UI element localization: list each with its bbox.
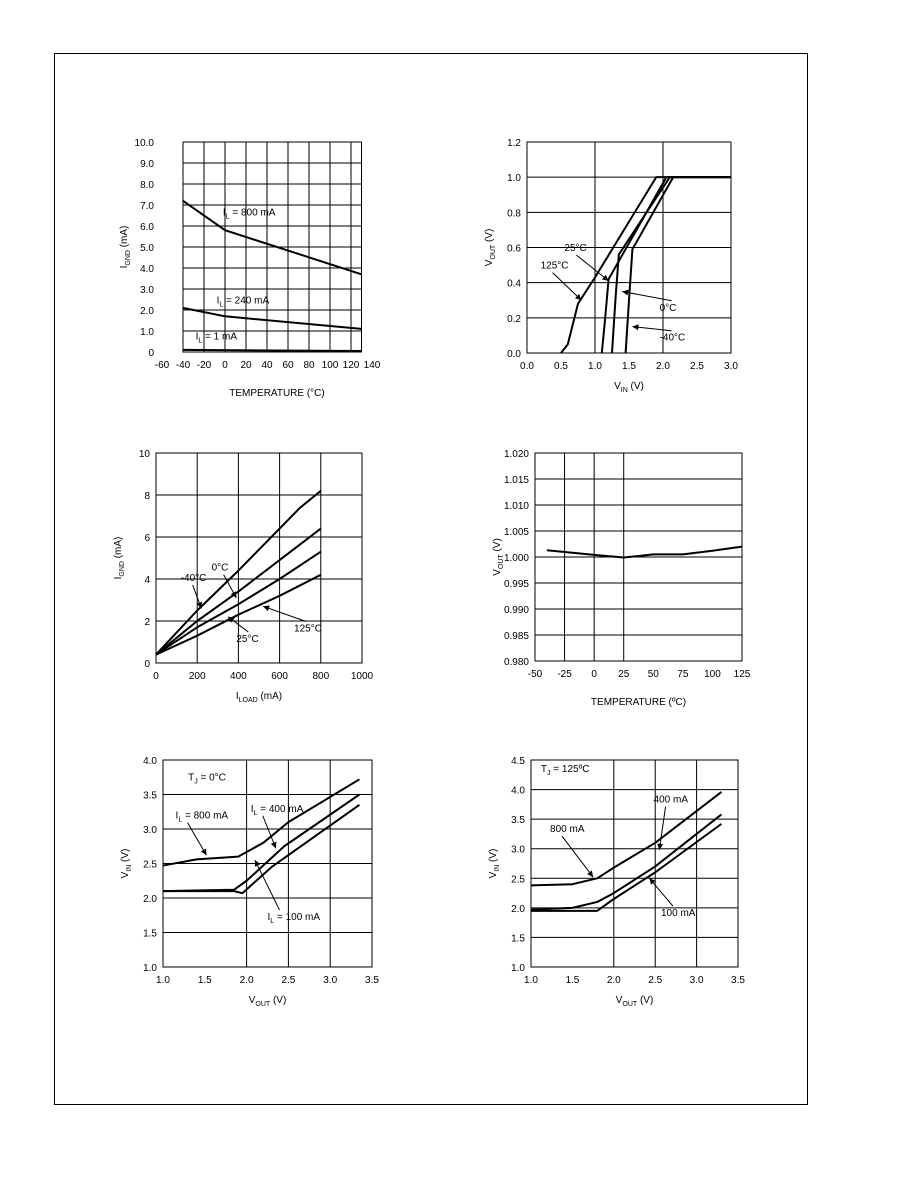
x-axis-label — [616, 995, 654, 1008]
x-tick-label: 1000 — [350, 671, 374, 682]
x-axis-label-part: V — [248, 995, 256, 1006]
chart-c3 — [113, 449, 374, 704]
y-tick-label: 4.0 — [511, 785, 525, 797]
x-tick-label: 1.5 — [565, 975, 580, 986]
annotation-arrow — [562, 836, 593, 877]
y-tick-label: 1.5 — [143, 928, 157, 940]
y-tick-label: 3.5 — [143, 790, 157, 802]
y-tick-label: 8 — [144, 491, 150, 502]
x-tick-label: -40 — [175, 360, 191, 371]
arrow-annotation-label: 800 mA — [550, 824, 585, 836]
y-tick-label: 0.985 — [503, 631, 529, 642]
x-tick-label: 60 — [282, 360, 294, 371]
x-tick-label: 400 — [230, 671, 247, 682]
y-tick-label: 3.0 — [140, 285, 154, 296]
y-tick-label: 1.005 — [503, 527, 529, 538]
y-tick-label: 1.5 — [511, 933, 525, 945]
y-axis-label-text — [492, 538, 505, 576]
y-tick-label: 3.5 — [511, 815, 525, 827]
condition-annotation-part: = 0°C — [197, 772, 226, 784]
x-tick-label: 1.5 — [622, 361, 636, 372]
y-axis-label — [113, 537, 126, 580]
x-tick-label: 1.0 — [524, 975, 538, 986]
y-tick-label: 1.010 — [503, 501, 529, 512]
y-tick-label: 0.2 — [507, 313, 521, 325]
y-tick-label: 4 — [144, 575, 150, 586]
series-line — [547, 547, 742, 558]
y-tick-label: 6.0 — [140, 222, 154, 233]
x-tick-label: 2.5 — [648, 975, 663, 986]
plot-area — [156, 453, 362, 663]
x-axis-label-part: V — [615, 995, 623, 1006]
y-axis-label-text-part: I — [113, 576, 124, 580]
y-tick-label: 5.0 — [140, 243, 154, 254]
y-tick-label: 1.0 — [143, 963, 157, 974]
y-axis-label-text-part: OUT — [498, 554, 505, 570]
x-axis-label-part: (V) — [270, 995, 287, 1006]
x-axis-label-part: OUT — [255, 1001, 271, 1008]
x-axis-label-part: (mA) — [257, 691, 283, 702]
y-tick-label: 1.0 — [511, 963, 525, 974]
y-axis-label-text-part: GND — [125, 250, 132, 266]
arrow-annotation-label: 0°C — [659, 302, 677, 314]
x-tick-label: 0.0 — [520, 361, 534, 372]
chart-c2 — [484, 138, 738, 394]
y-tick-label: 10.0 — [134, 138, 154, 149]
x-tick-label: 1.5 — [197, 975, 212, 986]
y-axis-label — [120, 849, 133, 879]
series-annotation-part: I — [195, 331, 199, 343]
arrow-annotation-label-part: = 800 mA — [182, 810, 229, 822]
x-tick-label: 140 — [363, 360, 381, 371]
y-tick-label: 1.0 — [140, 327, 154, 338]
y-axis-label-text — [484, 229, 497, 267]
y-axis-label-text-part: V — [120, 871, 131, 879]
x-tick-label: 2.5 — [281, 975, 296, 986]
x-tick-label: 75 — [677, 669, 689, 680]
x-tick-label: 40 — [261, 360, 273, 371]
y-tick-label: 0.995 — [503, 579, 529, 590]
series-line — [612, 177, 731, 353]
arrow-annotation-label-part: L — [178, 816, 183, 824]
x-axis-label-part: I — [235, 691, 239, 702]
x-tick-label: -20 — [196, 360, 212, 371]
arrow-annotation-label-part: L — [253, 809, 258, 817]
y-axis-label-text-part: (mA) — [119, 225, 130, 251]
arrow-annotation-label-part: I — [250, 803, 254, 815]
y-tick-label: 0.990 — [503, 605, 529, 616]
x-tick-label: 3.5 — [731, 975, 745, 986]
x-tick-label: 25 — [618, 669, 630, 680]
y-axis-label — [488, 849, 501, 879]
y-tick-label: 3.0 — [511, 844, 525, 856]
y-axis-label — [484, 229, 497, 267]
chart-c1 — [119, 138, 381, 399]
y-axis-label-text-part: (mA) — [113, 536, 124, 562]
y-axis-label-text — [120, 849, 133, 879]
x-axis-label: TEMPERATURE (°C) — [229, 388, 325, 399]
x-tick-label: 0 — [591, 669, 597, 680]
y-tick-label: 0.6 — [507, 243, 521, 255]
y-tick-label: 7.0 — [140, 201, 154, 212]
y-tick-label: 1.000 — [503, 553, 529, 564]
y-axis-label-text-part: V — [484, 259, 495, 267]
y-tick-label: 4.0 — [143, 756, 157, 767]
x-tick-label: 600 — [271, 671, 288, 682]
y-tick-label: 0.980 — [503, 657, 529, 668]
chart-c4 — [492, 449, 751, 708]
condition-annotation-part: J — [547, 769, 551, 777]
y-tick-label: 9.0 — [140, 159, 154, 170]
y-axis-label-text-part: (V) — [120, 848, 131, 865]
series-annotation-part: = 800 mA — [229, 207, 276, 219]
y-tick-label: 0.0 — [507, 349, 521, 360]
y-tick-label: 3.0 — [143, 825, 157, 836]
x-tick-label: 0 — [153, 671, 159, 682]
annotation-arrowhead — [622, 290, 628, 296]
series-annotation-part: L — [198, 337, 203, 345]
annotation-arrowhead — [602, 275, 609, 281]
x-tick-label: 2.0 — [239, 975, 254, 986]
x-tick-label: 80 — [303, 360, 315, 371]
arrow-annotation-label — [251, 804, 304, 817]
series-annotation-part: L — [225, 213, 230, 221]
x-tick-label: 0.5 — [554, 361, 568, 372]
x-axis-label-part: IN — [620, 387, 628, 394]
y-tick-label: 4.0 — [140, 264, 154, 275]
condition-annotation — [188, 773, 226, 786]
series-annotation-part: L — [219, 301, 224, 309]
y-axis-label-text — [113, 537, 126, 580]
annotation-arrow — [576, 255, 608, 281]
y-axis-label-text-part: (V) — [488, 848, 499, 865]
x-tick-label: 50 — [647, 669, 659, 680]
arrow-annotation-label: 125°C — [294, 623, 322, 635]
y-tick-label: 2.0 — [140, 306, 154, 317]
arrow-annotation-label: 100 mA — [660, 908, 696, 920]
series-annotation-part: I — [222, 207, 226, 219]
condition-annotation — [541, 764, 590, 777]
arrow-annotation-label — [176, 811, 229, 824]
y-tick-label: 2.5 — [143, 859, 157, 871]
annotation-arrowhead — [632, 324, 638, 330]
arrow-annotation-label: -40°C — [180, 573, 207, 585]
arrow-annotation-label: -40°C — [659, 332, 686, 344]
x-tick-label: 100 — [321, 360, 339, 371]
y-axis-label-text-part: (V) — [484, 228, 495, 245]
y-tick-label: 4.5 — [511, 756, 525, 767]
y-axis-label-text-part: V — [492, 569, 503, 576]
series-annotation-part: I — [216, 295, 220, 307]
series-annotation-part: = 1 mA — [202, 331, 238, 343]
x-axis-label — [249, 995, 287, 1008]
x-axis-label-part: LOAD — [238, 697, 258, 704]
y-axis-label-text-part: GND — [119, 561, 126, 577]
y-tick-label: 1.015 — [503, 475, 529, 486]
arrow-annotation-label: 25°C — [236, 634, 259, 645]
y-axis-label-text-part: OUT — [490, 244, 497, 260]
arrow-annotation-label-part: I — [175, 810, 179, 822]
x-tick-label: 200 — [188, 671, 206, 682]
y-axis-label — [119, 226, 132, 269]
y-tick-label: 8.0 — [140, 180, 154, 191]
x-tick-label: 100 — [704, 669, 721, 680]
chart-c6 — [488, 756, 745, 1008]
series-line — [561, 177, 731, 353]
y-axis-label-text — [119, 226, 132, 269]
series-line — [183, 350, 362, 351]
series-annotation — [196, 331, 238, 344]
x-tick-label: 0 — [222, 360, 228, 371]
x-tick-label: -25 — [557, 669, 572, 680]
arrow-annotation-label-part: = 400 mA — [257, 803, 304, 815]
series-annotation — [223, 208, 276, 221]
annotation-arrowhead — [587, 871, 593, 878]
series-line — [531, 792, 721, 885]
x-axis-label — [614, 381, 644, 394]
y-tick-label: 1.020 — [503, 449, 529, 460]
plot-area — [531, 760, 738, 967]
y-axis-label-text-part: V — [488, 871, 499, 879]
x-tick-label: 3.0 — [689, 975, 704, 986]
y-axis-label-text-part: IN — [494, 864, 501, 872]
series-line — [602, 177, 731, 353]
y-axis-label-text-part: IN — [126, 864, 133, 872]
series-line — [626, 177, 731, 353]
x-axis-label-part: (V) — [637, 995, 654, 1006]
y-tick-label: 0.8 — [507, 208, 521, 220]
x-tick-label: 2.5 — [690, 361, 704, 372]
series-line — [183, 308, 362, 329]
chart-c5 — [120, 756, 379, 1008]
x-tick-label: -50 — [527, 669, 543, 680]
condition-annotation-part: = 125ºC — [550, 763, 590, 775]
series-annotation-part: = 240 mA — [223, 295, 270, 307]
x-axis-label — [236, 691, 282, 704]
arrow-annotation-label-part: I — [267, 912, 271, 924]
y-tick-label: 0 — [144, 659, 150, 670]
x-tick-label: 2.0 — [656, 361, 670, 372]
y-tick-label: 1.2 — [507, 138, 521, 149]
x-tick-label: 125 — [733, 669, 751, 680]
y-tick-label: 2 — [144, 617, 150, 628]
y-tick-label: 2.5 — [511, 874, 525, 886]
condition-annotation-part: T — [540, 763, 548, 775]
arrow-annotation-label-part: = 100 mA — [274, 912, 321, 924]
condition-annotation-part: J — [194, 778, 198, 786]
x-tick-label: 3.5 — [365, 975, 379, 986]
y-tick-label: 2.0 — [511, 903, 525, 915]
y-tick-label: 2.0 — [143, 894, 157, 905]
arrow-annotation-label: 25°C — [564, 243, 587, 255]
x-tick-label: 20 — [240, 360, 252, 371]
x-tick-label: 120 — [342, 360, 360, 371]
arrow-annotation-label: 400 mA — [653, 794, 689, 806]
x-tick-label: 1.0 — [156, 975, 170, 986]
y-tick-label: 0.4 — [507, 278, 521, 290]
annotation-arrow — [255, 860, 280, 910]
y-tick-label: 10 — [138, 449, 150, 460]
x-tick-label: 2.0 — [606, 975, 621, 986]
annotation-arrow — [263, 606, 306, 621]
x-axis-label-part: OUT — [622, 1001, 638, 1008]
y-tick-label: 0 — [148, 348, 154, 359]
x-tick-label: 800 — [312, 671, 330, 682]
arrow-annotation-label: 125°C — [540, 260, 569, 272]
arrow-annotation-label: 0°C — [211, 562, 229, 574]
x-tick-label: 3.0 — [724, 361, 738, 372]
y-tick-label: 1.0 — [507, 173, 521, 185]
y-axis-label-text-part: I — [119, 265, 130, 269]
x-tick-label: 1.0 — [588, 361, 602, 372]
y-axis-label — [492, 538, 505, 576]
annotation-arrow — [659, 807, 665, 850]
x-tick-label: -60 — [154, 360, 170, 371]
arrow-annotation-label-part: L — [270, 918, 275, 926]
y-tick-label: 6 — [144, 533, 150, 544]
x-axis-label-part: (V) — [627, 381, 644, 392]
x-tick-label: 3.0 — [323, 975, 338, 986]
y-axis-label-text-part: (V) — [492, 538, 503, 555]
x-axis-label: TEMPERATURE (ºC) — [590, 697, 687, 708]
x-axis-label-part: V — [614, 381, 621, 392]
condition-annotation-part: T — [188, 772, 195, 784]
arrow-annotation-label — [268, 912, 321, 925]
y-axis-label-text — [488, 849, 501, 879]
